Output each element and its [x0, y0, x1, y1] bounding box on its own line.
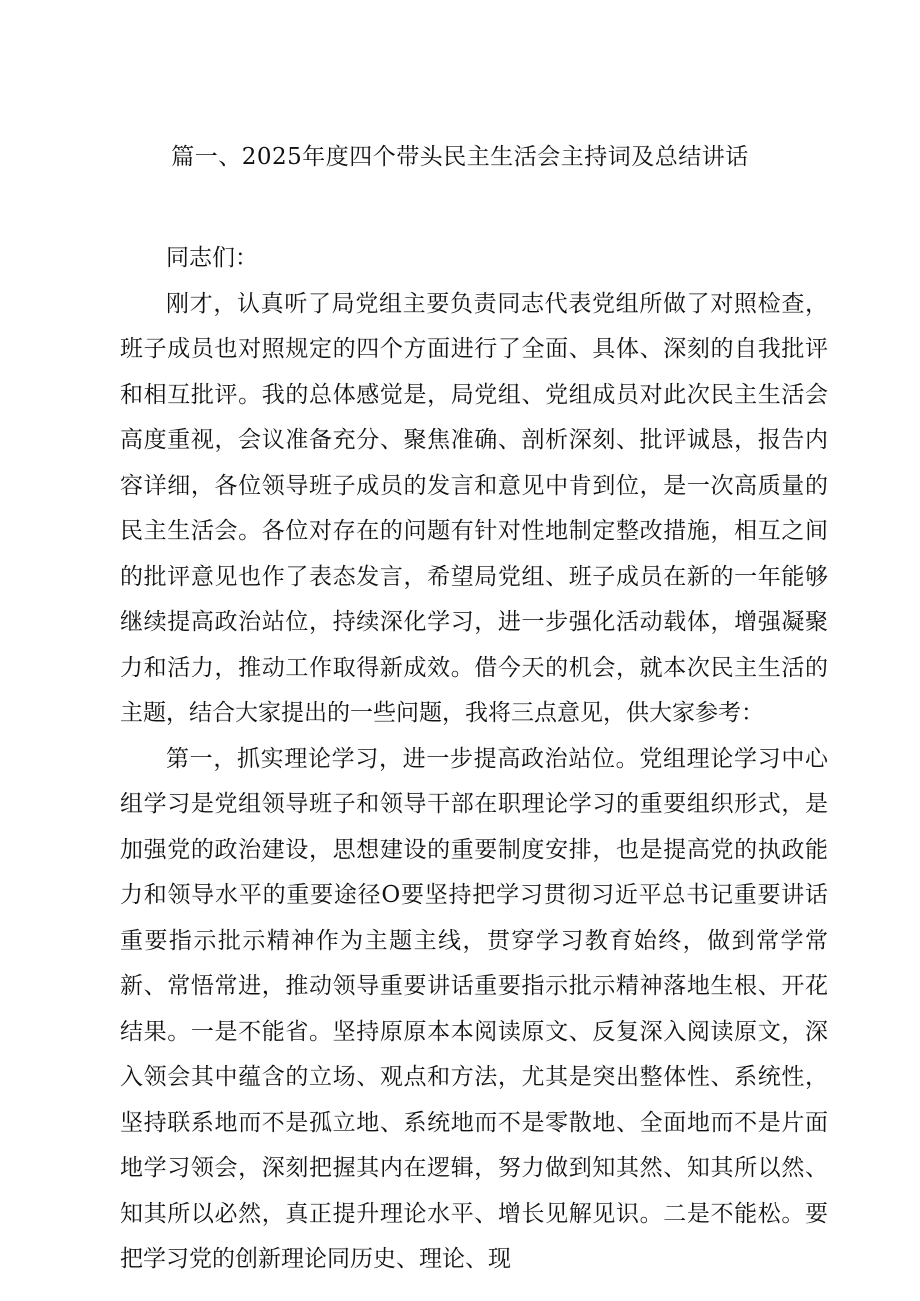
paragraph-first-point: 第一，抓实理论学习，进一步提高政治站位。党组理论学习中心组学习是党组领导班子和领导干部在职理论学习的重要组织形式，是加强党的政治建设，思想建设的重要制度安排，也是提高党的执政能力和领导水平的重要途径O要坚持把学习贯彻习近平总书记重要讲话重要指示批示精神作为主题主线，贯穿学习教育始终，做到常学常新、常悟常进，推动领导重要讲话重要指示批示精神落地生根、开花结果。一是不能省。坚持原原本本阅读原文、反复深入阅读原文，深入领会其中蕴含的立场、观点和方法，尤其是突出整体性、系统性，坚持联系地而不是孤立地、系统地而不是零散地、全面地而不是片面地学习领会，深刻把握其内在逻辑，努力做到知其然、知其所以然、知其所以必然，真正提升理论水平、增长见解见识。二是不能松。要把学习党的创新理论同历史、理论、现: [120, 745, 828, 1272]
document-body: [120, 236, 828, 1283]
paragraph-opening: 刚才，认真听了局党组主要负责同志代表党组所做了对照检查，班子成员也对照规定的四个方面进行了全面、具体、深刻的自我批评和相互批评。我的总体感觉是，局党组、党组成员对此次民主生活会高度重视，会议准备充分、聚焦准确、剖析深刻、批评诚恳，报告内容详细，各位领导班子成员的发言和意见中肯到位，是一次高质量的民主生活会。各位对存在的问题有针对性地制定整改措施，相互之间的批评意见也作了表态发言，希望局党组、班子成员在新的一年能够继续提高政治站位，持续深化学习，进一步强化活动载体，增强凝聚力和活力，推动工作取得新成效。借今天的机会，就本次民主生活的主题，结合大家提出的一些问题，我将三点意见，供大家参考：: [120, 290, 828, 726]
salutation: 同志们：: [166, 245, 258, 271]
document-title: 篇一、2025年度四个带头民主生活会主持词及总结讲话: [171, 144, 749, 170]
